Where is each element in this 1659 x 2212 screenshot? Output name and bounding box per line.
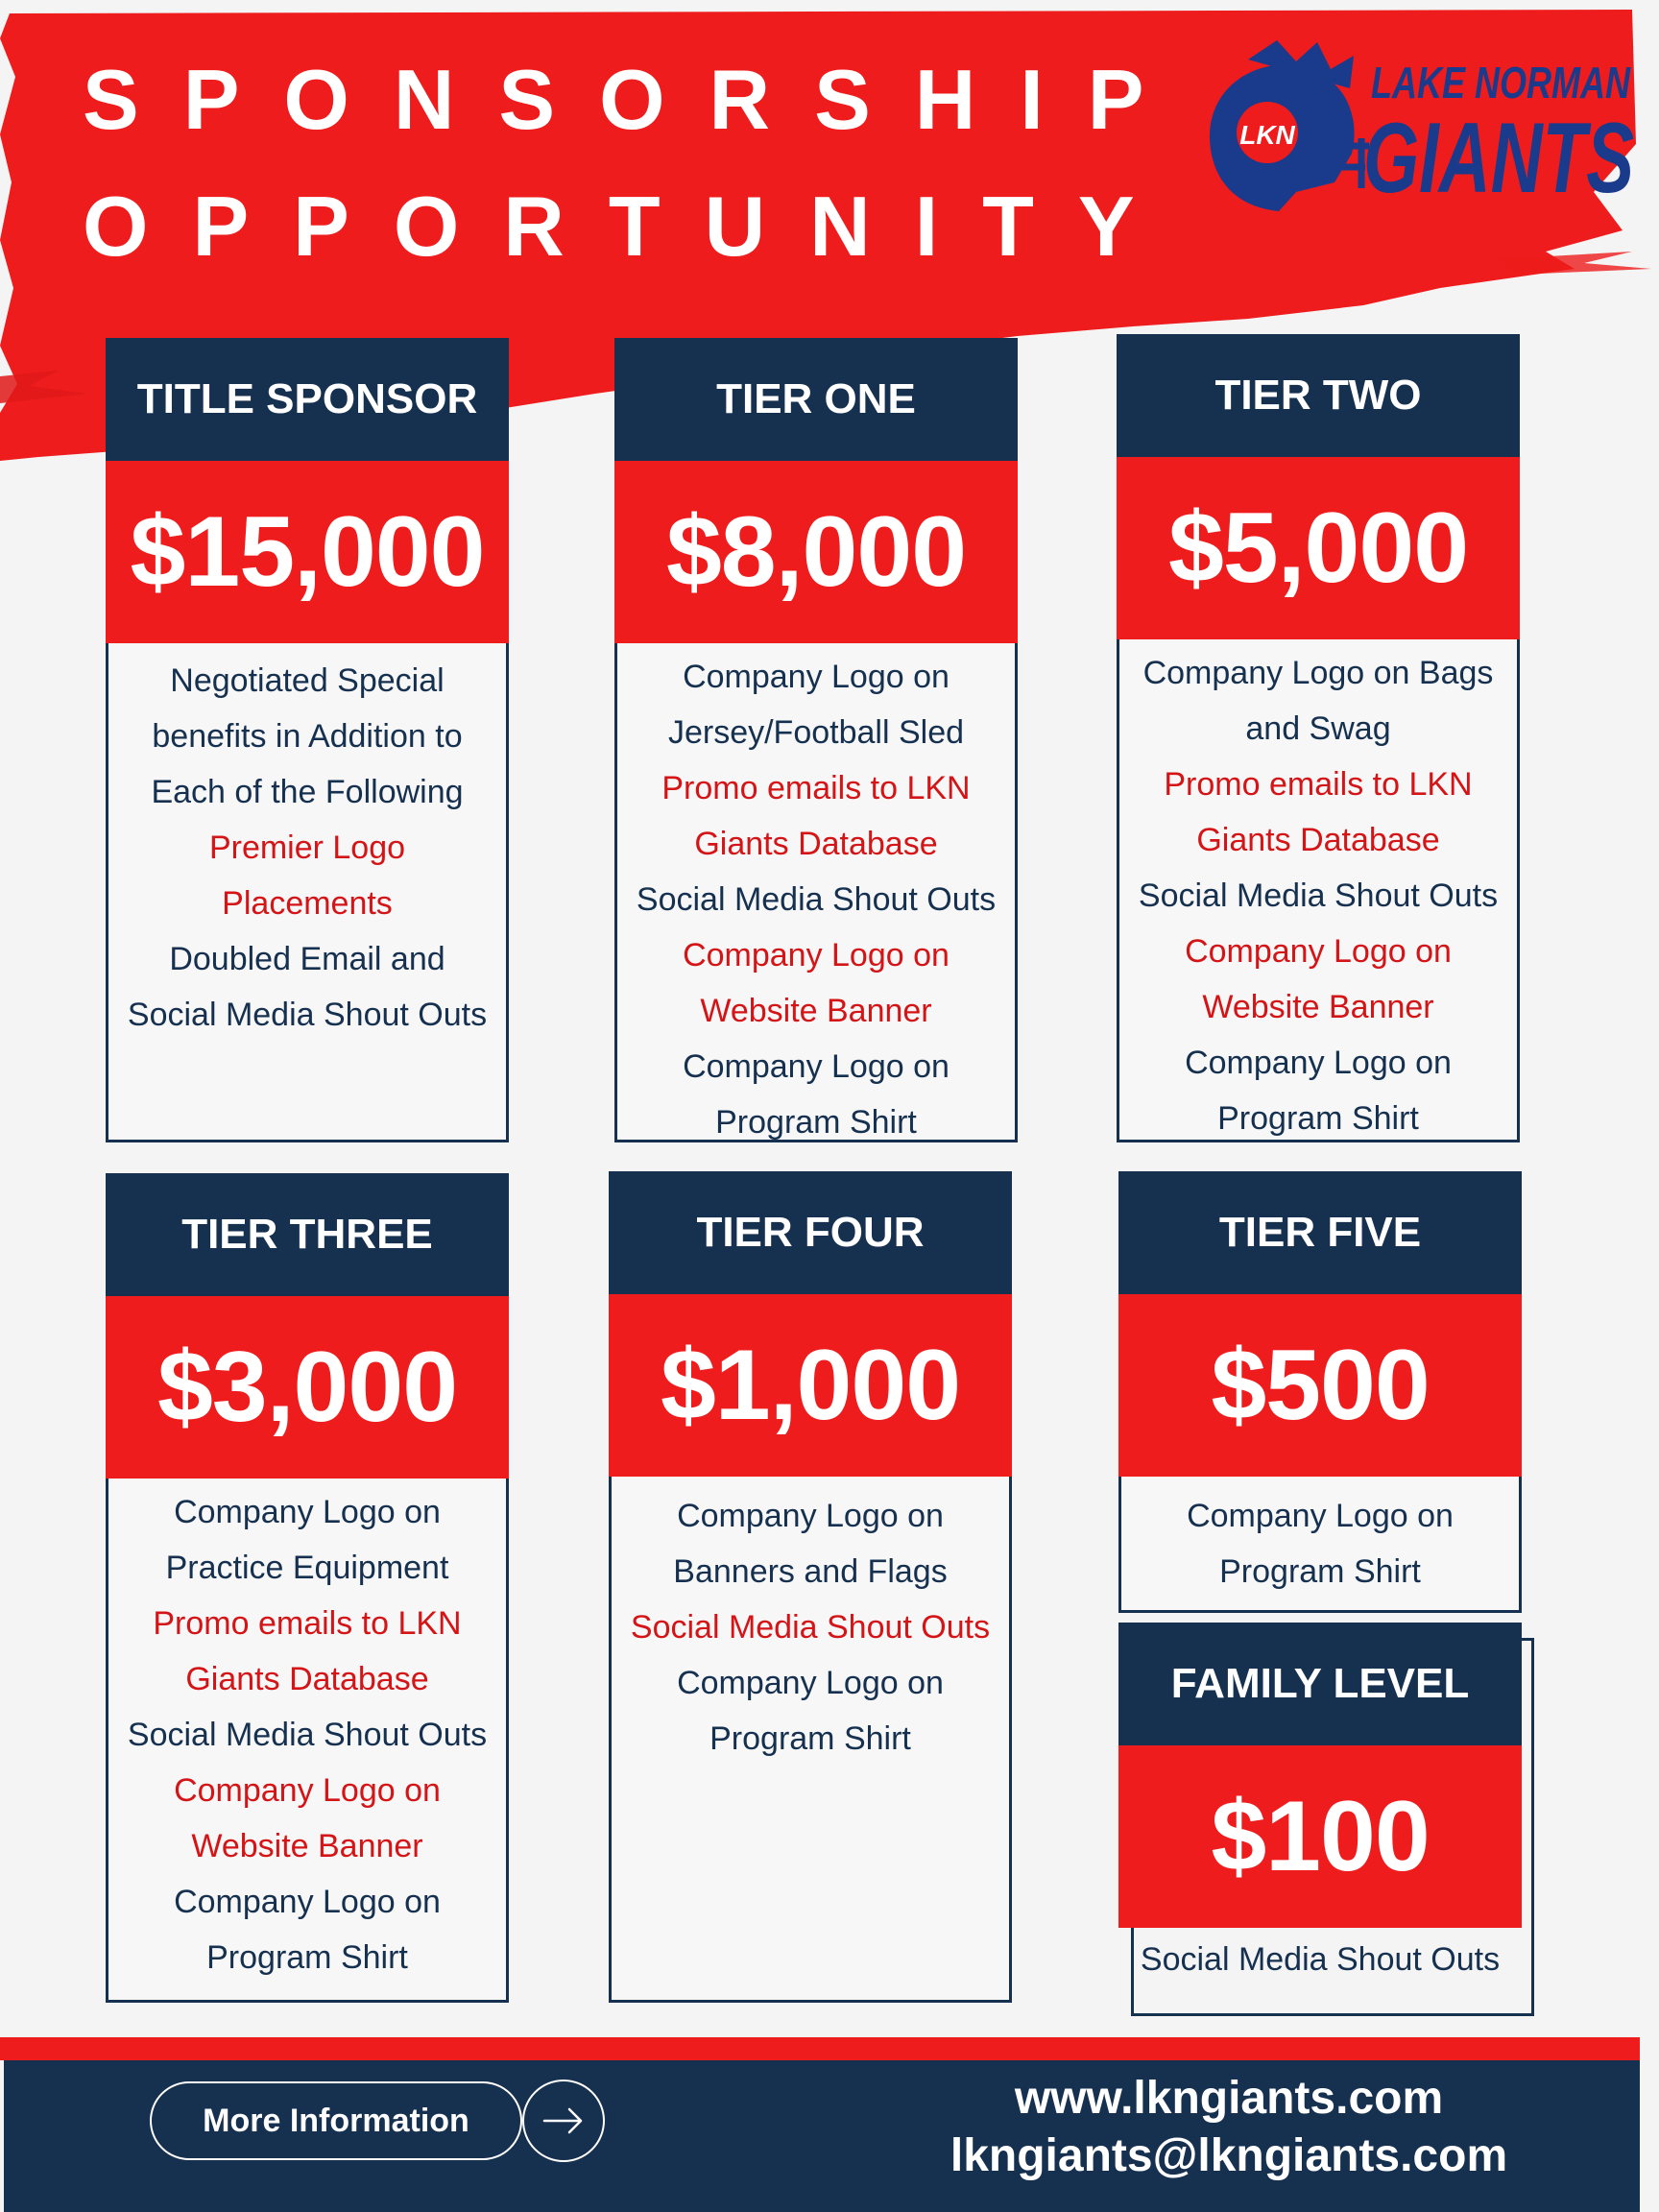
benefit-line: Website Banner (1202, 989, 1434, 1025)
benefit-line: Company Logo on (683, 1048, 950, 1085)
benefit-line: Placements (222, 885, 393, 922)
tier-title: TIER ONE (614, 338, 1018, 461)
tier-price: $1,000 (609, 1294, 1012, 1477)
headline-line-1: SPONSORSHIP (83, 52, 1189, 147)
benefit-line: Program Shirt (715, 1104, 917, 1141)
logo-helmet-text: LKN (1239, 120, 1295, 150)
benefit-line: Social Media Shout Outs (1140, 1941, 1501, 1978)
benefit-line: Social Media Shout Outs (636, 881, 997, 918)
benefit-line: Doubled Email and (169, 941, 445, 977)
tier-card-family-level (1118, 1623, 1522, 2007)
tier-card-tier-two (1117, 334, 1520, 1142)
tier-benefits (1121, 1477, 1519, 1599)
benefit-line: Jersey/Football Sled (667, 714, 965, 751)
benefit-line: Program Shirt (1219, 1553, 1421, 1590)
tier-price: $3,000 (106, 1296, 509, 1479)
benefit-line: Social Media Shout Outs (630, 1609, 991, 1646)
benefit-line: Social Media Shout Outs (127, 1717, 488, 1753)
more-information-button[interactable]: More Information (150, 2081, 522, 2160)
benefit-line: Promo emails to LKN (1164, 766, 1473, 803)
benefit-line: Company Logo on (677, 1665, 944, 1701)
website-link[interactable]: www.lkngiants.com (1014, 2073, 1444, 2124)
tier-benefits (1119, 639, 1517, 1146)
tier-card-tier-five (1118, 1171, 1522, 1613)
benefit-line: Giants Database (1196, 822, 1440, 858)
lake-norman-giants-logo (1190, 38, 1642, 221)
logo-line-1: LAKE NORMAN (1371, 58, 1631, 108)
tier-price: $5,000 (1117, 457, 1520, 639)
benefit-line: and Swag (1245, 710, 1391, 747)
benefit-line: Company Logo on Bags (1142, 655, 1494, 691)
tier-benefits (612, 1477, 1009, 1767)
tier-card-tier-four (609, 1171, 1012, 2003)
tier-price: $8,000 (614, 461, 1018, 643)
benefit-line: Company Logo on (677, 1498, 944, 1534)
tier-title: TITLE SPONSOR (106, 338, 509, 461)
benefit-line: Giants Database (185, 1661, 429, 1697)
benefit-line: Company Logo on (683, 937, 950, 974)
benefit-line: Company Logo on (1187, 1498, 1454, 1534)
benefit-line: Banners and Flags (673, 1553, 948, 1590)
tier-title: TIER FIVE (1118, 1171, 1522, 1294)
benefit-line: Promo emails to LKN (153, 1605, 462, 1642)
tier-title: TIER FOUR (609, 1171, 1012, 1294)
benefit-line: Social Media Shout Outs (1138, 878, 1499, 914)
benefit-line: Each of the Following (151, 774, 464, 810)
benefit-line: Giants Database (694, 826, 938, 862)
tier-card-tier-one (614, 338, 1018, 1142)
headline-line-2: OPPORTUNITY (83, 179, 1179, 274)
tier-price: $500 (1118, 1294, 1522, 1477)
benefit-line: Website Banner (191, 1828, 423, 1864)
helmet-icon (1210, 40, 1369, 211)
benefit-line: Company Logo on (174, 1494, 441, 1530)
tier-title: TIER TWO (1117, 334, 1520, 457)
tier-price: $15,000 (106, 461, 509, 643)
benefit-line: Company Logo on (174, 1772, 441, 1809)
email-link[interactable]: lkngiants@lkngiants.com (950, 2130, 1508, 2181)
benefit-line: Company Logo on (683, 659, 950, 695)
tier-benefits (108, 1479, 506, 1985)
arrow-right-icon (542, 2106, 585, 2135)
benefit-line: Company Logo on (1185, 1045, 1452, 1081)
benefit-line: Company Logo on (174, 1884, 441, 1920)
benefit-line: benefits in Addition to (152, 718, 463, 755)
logo-line-2: GIANTS (1363, 103, 1634, 214)
benefit-line: Program Shirt (1217, 1100, 1419, 1137)
tier-benefits (1118, 1928, 1522, 1987)
benefit-line: Premier Logo (208, 830, 406, 866)
tier-benefits (617, 643, 1015, 1150)
tier-card-title-sponsor (106, 338, 509, 1142)
footer-red-stripe (0, 2037, 1640, 2060)
tier-title: FAMILY LEVEL (1118, 1623, 1522, 1745)
tier-benefits (108, 643, 506, 1043)
arrow-right-button[interactable] (522, 2080, 605, 2162)
benefit-line: Program Shirt (206, 1939, 408, 1976)
benefit-line: Program Shirt (709, 1720, 911, 1757)
benefit-line: Negotiated Special (170, 662, 445, 699)
benefit-line: Practice Equipment (165, 1550, 449, 1586)
benefit-line: Website Banner (700, 993, 932, 1029)
benefit-line: Promo emails to LKN (661, 770, 971, 806)
benefit-line: Social Media Shout Outs (127, 997, 488, 1033)
tier-title: TIER THREE (106, 1173, 509, 1296)
benefit-line: Company Logo on (1185, 933, 1452, 970)
tier-price: $100 (1118, 1745, 1522, 1928)
tier-card-tier-three (106, 1173, 509, 2003)
